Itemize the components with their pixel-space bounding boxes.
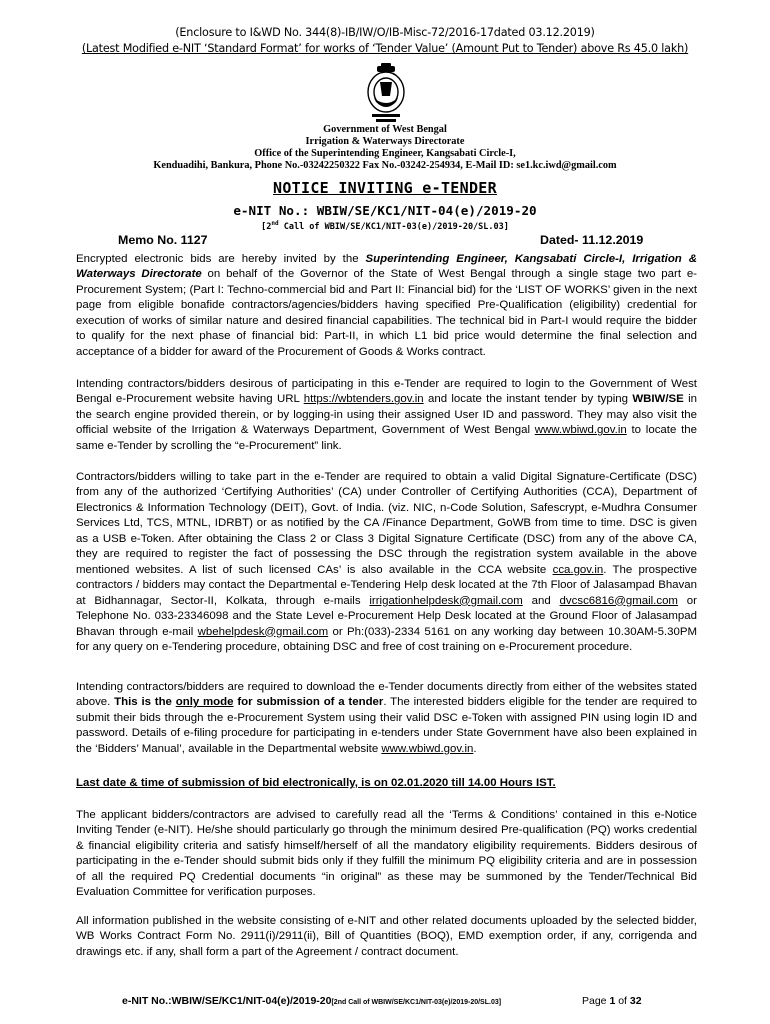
irrigation-helpdesk-email[interactable]: irrigationhelpdesk@gmail.com (369, 594, 523, 607)
enclosure-reference: (Enclosure to I&WD No. 344(8)-IB/IW/O/IB-Misc-72/2016-17dated 03.12.2019) (175, 26, 595, 39)
wbiwd-link-2[interactable]: www.wbiwd.gov.in (381, 742, 474, 755)
office-address: Kenduadihi, Bankura, Phone No.-03242250322 Fax No.-03242-254934, E-Mail ID: se1.kc.iwd@gmail.com (153, 160, 617, 171)
office-name: Office of the Superintending Engineer, Kangsabati Circle-I, (254, 148, 516, 159)
notice-title: NOTICE INVITING e-TENDER (273, 179, 497, 197)
government-name: Government of West Bengal (323, 124, 447, 135)
paragraph-login: Intending contractors/bidders desirous of participating in this e-Tender are required to login to the Government of West Bengal e-Procurement website having URL https://wbtenders.gov.in and locate the instant tender by typing WBIW/SE in the search engine provided therein, or by logging-in using their assigned User ID and password. They may also visit the official website of the Irrigation & Waterways Department, Government of West Bengal www.wbiwd.gov.in to locate the same e-Tender by scrolling the “e-Procurement” link. (76, 378, 698, 452)
paragraph-download: Intending contractors/bidders are required to download the e-Tender documents directly from either of the websites stated above. This is the only mode for submission of a tender. The interested bidders eligible for the tender are required to submit their bids through the e-Procurement System using their valid DSC e-Token with assigned PIN using login ID and password. Details of e-filing procedure for participating in e-tenders under State Government have also been explained in the ‘Bidders’ Manual’, available in the Departmental website www.wbiwd.gov.in. (76, 681, 697, 755)
paragraph-advice: The applicant bidders/contractors are advised to carefully read all the ‘Terms & Conditions’ contained in this e-Notice Inviting Tender (e-NIT). He/she should particularly go through the minimum desired Pre-qualification (PQ) works credential & financial eligibility criteria and satisfy himself/herself of all the mandatory eligibility requirements. Bidders desirous of participating in the e-Tender should submit bids only if they fulfill the minimum PQ eligibility criteria and are in possession of all the required PQ Credential documents “in original” as these may be summoned by the Tender/Technical Bid Evaluation Committee for verification purposes. (76, 809, 697, 899)
dvcsc-email[interactable]: dvcsc6816@gmail.com (559, 594, 678, 607)
cca-link[interactable]: cca.gov.in (552, 563, 604, 576)
page-indicator: Page 1 of 32 (582, 995, 642, 1007)
footer-nit-number: e-NIT No.:WBIW/SE/KC1/NIT-04(e)/2019-20[2nd Call of WBIW/SE/KC1/NIT-03(e)/2019-20/SL.03] (122, 995, 502, 1007)
paragraph-invitation: Encrypted electronic bids are hereby invited by the Superintending Engineer, Kangsabati Circle-I, Irrigation & Waterways Directorate on behalf of the Governor of the State of West Bengal through a single stage two part e-Procurement System; (Part I: Techno-commercial bid and Part II: Financial bid) for the ‘LIST OF WORKS’ given in the next page from eligible bonafide contractors/agencies/bidders having specified Pre-Qualification (eligibility) credential for execution of works of similar nature and desired financial capabilities. The technical bid in Part-I would require the bidder to qualify for the next phase of financial bid: Part-II, in which L1 bid price would determine the final selection and acceptance of a bidder for award of the Procurement of Goods & Works contract. (76, 253, 697, 358)
wbtenders-link[interactable]: https://wbtenders.gov.in (303, 393, 424, 406)
call-reference: [2nd Call of WBIW/SE/KC1/NIT-03(e)/2019-20/SL.03] (261, 220, 509, 232)
directorate-name: Irrigation & Waterways Directorate (305, 136, 465, 147)
memo-date: Dated- 11.12.2019 (540, 233, 644, 247)
paragraph-agreement: All information published in the website consisting of e-NIT and other related documents uploaded by the selected bidder, WB Works Contract Form No. 2911(i)/2911(ii), Bill of Quantities (BOQ), EMD exemption order, if any, corrigenda and drawings etc. if any, shall form a part of the Agreement / contract document. (76, 915, 697, 958)
memo-number: Memo No. 1127 (118, 233, 208, 247)
wbiwd-link[interactable]: www.wbiwd.gov.in (534, 424, 627, 437)
enit-number: e-NIT No.: WBIW/SE/KC1/NIT-04(e)/2019-20 (233, 203, 537, 218)
paragraph-dsc: Contractors/bidders willing to take part in the e-Tender are required to obtain a valid Digital Signature-Certificate (DSC) from any of the authorized ‘Certifying Authorities’ (CA) under Controller of Certifying Authorities (CCA), Department of Electronics & Information Technology (DEIT), Govt. of India. (viz. NIC, n-Code Solution, Safescrypt, e-Mudhra Consumer Services Ltd, TCS, MTNL, IDRBT) or as notified by the CA /Finance Department, GoWB from time to time. DSC is given as a USB e-Token. After obtaining the Class 2 or Class 3 Digital Signature Certificate (DSC) from any of the above CA, they are required to register the fact of possessing the DSC through the registration system available in the above mentioned websites. A list of such licensed CAs’ is also available in the CCA website cca.gov.in. The prospective contractors / bidders may contact the Departmental e-Tendering Help desk located at the 7th Floor of Jalasampad Bhavan at Bidhannagar, Sector-II, Kolkata, through e-mails irrigationhelpdesk@gmail.com and dvcsc6816@gmail.com or Telephone No. 033-23346098 and the State Level e-Procurement Help Desk located at the Ground Floor of Jalasampad Bhavan through e-mail wbehelpdesk@gmail.com or Ph:(033)-2334 5161 on any working day between 10.30AM-5.30PM for any query on e-Tendering procedure, obtaining DSC and free of cost training on e-Procurement procedure. (76, 471, 697, 653)
submission-deadline: Last date & time of submission of bid electronically, is on 02.01.2020 till 14.00 Hours IST. (76, 777, 556, 789)
modified-enit-note: (Latest Modified e-NIT ‘Standard Format’ for works of ‘Tender Value’ (Amount Put to Tender) above Rs 45.0 lakh) (81, 42, 689, 55)
wbe-helpdesk-email[interactable]: wbehelpdesk@gmail.com (197, 625, 329, 638)
state-emblem-icon (360, 62, 412, 124)
